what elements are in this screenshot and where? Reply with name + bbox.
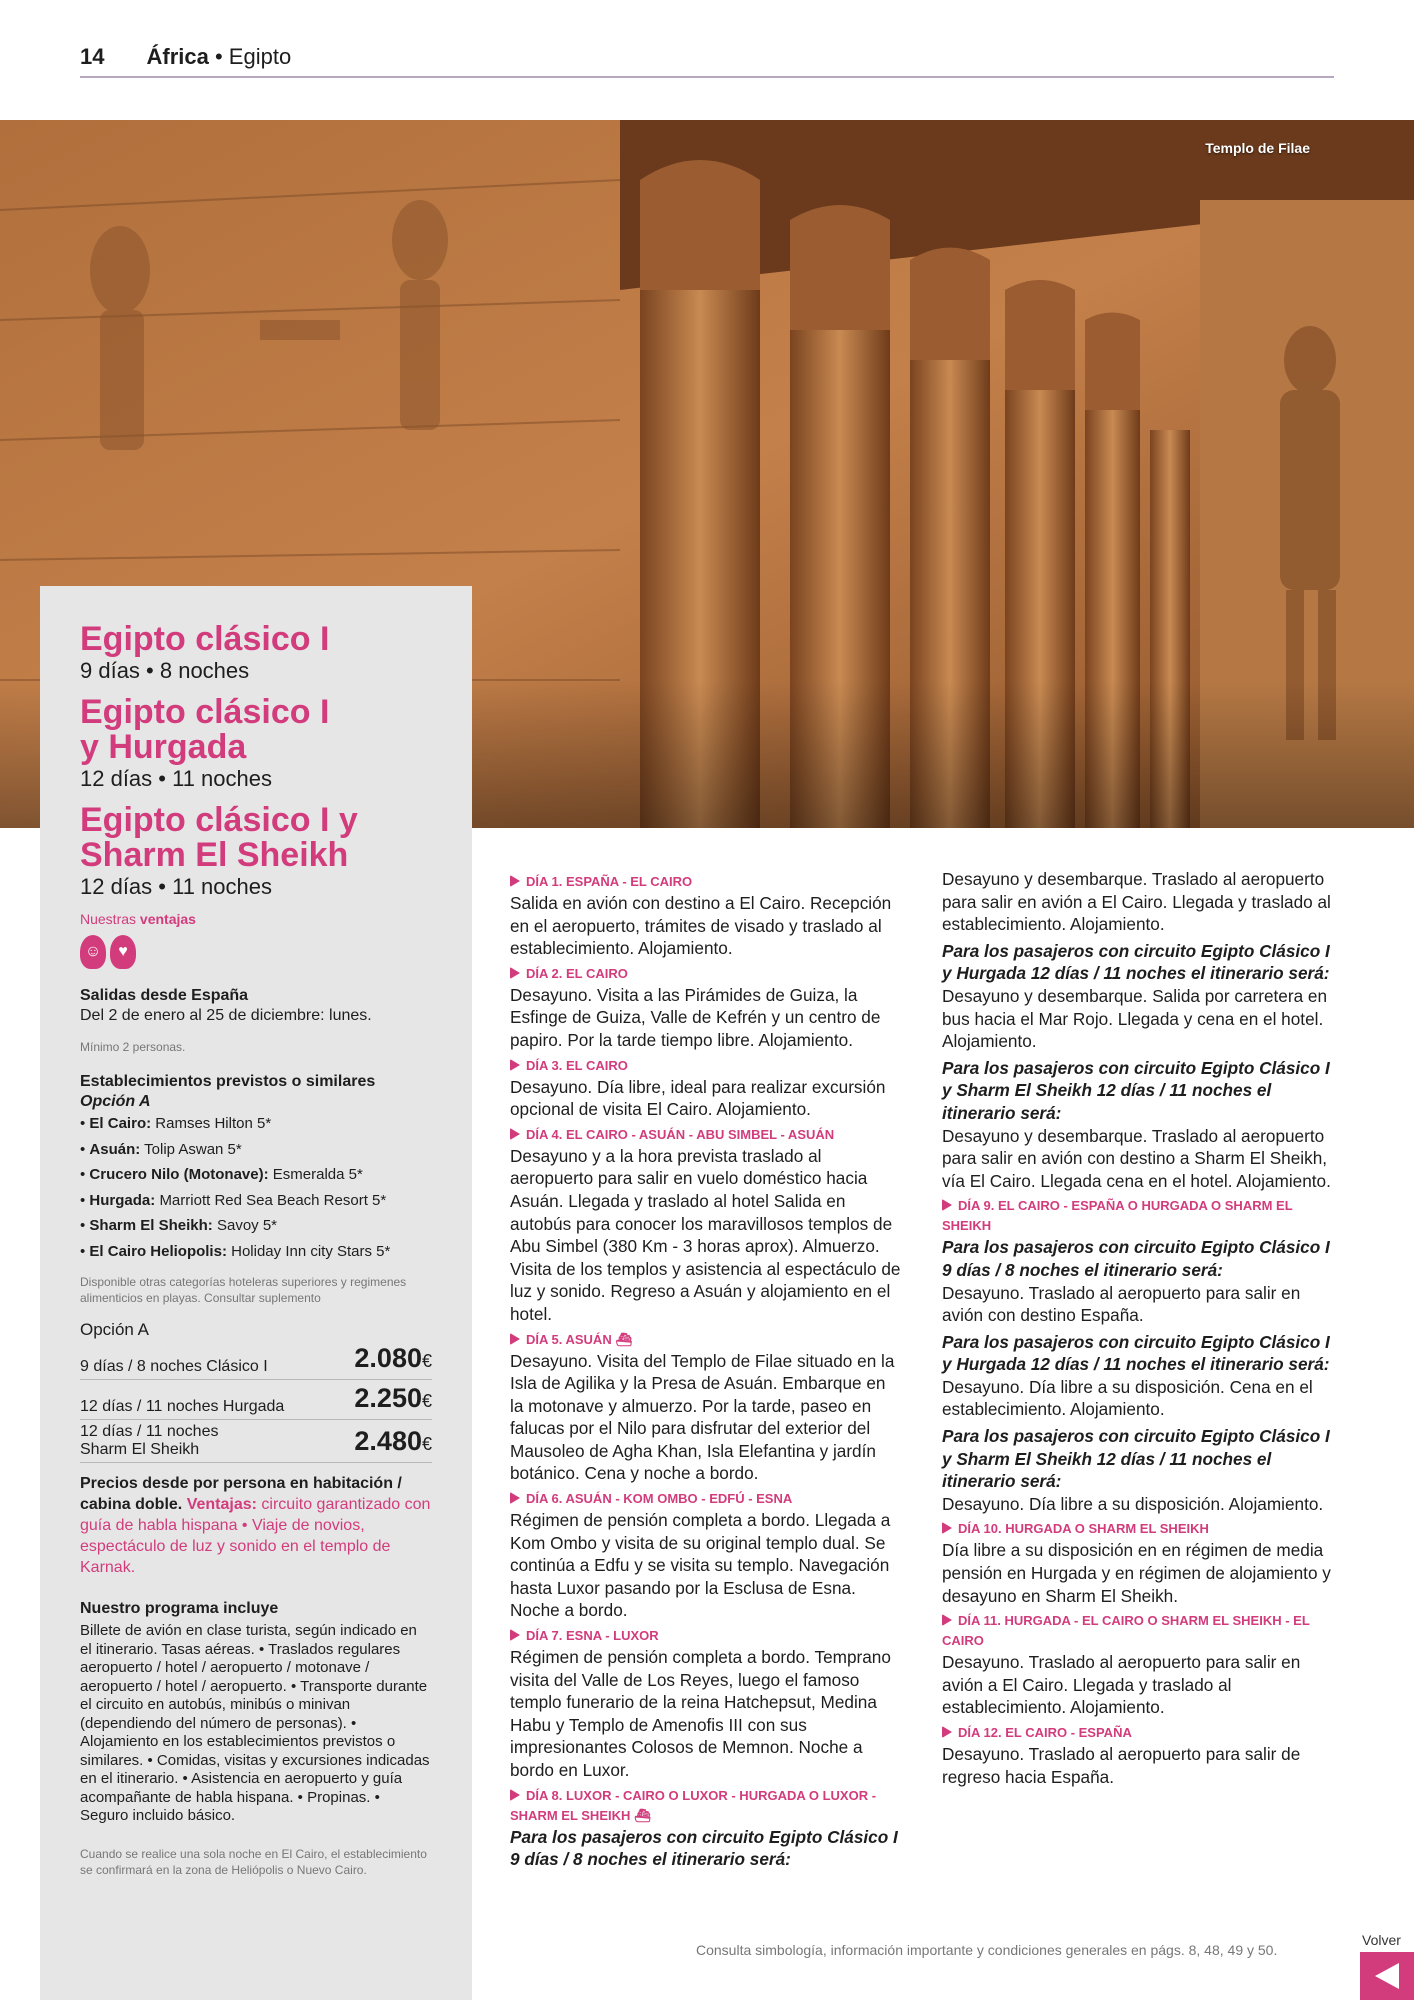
day-title: DÍA 10. HURGADA O SHARM EL SHEIKH	[942, 1519, 1334, 1539]
price-value: 2.250€	[354, 1383, 432, 1413]
day-title: DÍA 11. HURGADA - EL CAIRO O SHARM EL SHEIKH - EL CAIRO	[942, 1613, 1310, 1649]
day-title: DÍA 6. ASUÁN - KOM OMBO - EDFÚ - ESNA	[510, 1489, 902, 1509]
hotel-list	[80, 1111, 432, 1264]
day-marker-icon	[510, 1128, 520, 1140]
day-title: DÍA 5. ASUÁN ⛴	[510, 1330, 902, 1350]
back-label: Volver	[1362, 1932, 1401, 1948]
day-variant-note: Para los pasajeros con circuito Egipto Clásico I 9 días / 8 noches el itinerario será:	[942, 1237, 1330, 1280]
day-marker-icon	[942, 1199, 952, 1211]
day-title: DÍA 8. LUXOR - CAIRO O LUXOR - HURGADA O LUXOR - SHARM EL SHEIKH ⛴	[510, 1787, 877, 1823]
trip-duration: 12 días • 11 noches	[80, 874, 272, 899]
hotels-note: Disponible otras categorías hoteleras superiores y regimenes alimenticios en playas. Consultar suplemento	[80, 1275, 407, 1305]
day-text: Régimen de pensión completa a bordo. Temprano visita del Valle de Los Reyes, luego el famoso templo funerario de la reina Hatchepsut, Medina Habu y Templo de Amenofis III con sus impresionantes Colosos de Memnon. Noche a bordo en Luxor.	[510, 1647, 891, 1780]
price-value: 2.080€	[354, 1343, 432, 1373]
day-text: Desayuno y desembarque. Traslado al aeropuerto para salir en avión con destino a Sharm El Sheikh, vía El Cairo. Llegada cena en el hotel. Alojamiento.	[942, 1125, 1331, 1191]
day-marker-icon	[942, 1522, 952, 1534]
itinerary-column-1	[510, 868, 902, 1871]
day-text: Desayuno y a la hora prevista traslado al aeropuerto para salir en vuelo doméstico hacia Asuán. Llegada y traslado al hotel Salida en autobús para conocer los maravillosos templos de Abu Simbel (380 Km - 3 horas aprox). Almuerzo. Visita de los templos y asistencia al espectáculo de luz y sonido. Regreso a Asuán y alojamiento en el hotel.	[510, 1145, 901, 1324]
price-row: 12 días / 11 noches Hurgada 2.250€	[80, 1380, 432, 1420]
day-title: DÍA 7. ESNA - LUXOR	[510, 1626, 902, 1646]
day-variant-note: Para los pasajeros con circuito Egipto Clásico I y Hurgada 12 días / 11 noches el itinerario será:	[942, 940, 1330, 984]
day-text: Desayuno. Visita a las Pirámides de Guiza, la Esfinge de Guiza, Valle de Kefrén y un centro de papiro. Por la tarde tiempo libre. Alojamiento.	[510, 984, 881, 1050]
day-text: Desayuno y desembarque. Salida por carretera en bus hacia el Mar Rojo. Llegada y cena en el hotel. Alojamiento.	[942, 985, 1328, 1052]
country-title: Egipto	[228, 44, 292, 69]
day-text: Día libre a su disposición en en régimen de media pensión en Hurgada y en régimen de alojamiento y desayuno en Sharm El Sheikh.	[942, 1540, 1331, 1606]
day-text: Desayuno. Visita del Templo de Filae situado en la Isla de Agilika y la Presa de Asuán. Embarque en la motonave y almuerzo. Por la tarde, paseo en falucas por el Nilo para disfrutar del exterior del Mausoleo de Agha Khan, Isla Elefantina y jardín botánico. Cena y noche a bordo.	[510, 1350, 895, 1484]
footer-note: Consulta simbología, información importante y condiciones generales en págs. 8, 48, 49 y 50.	[696, 1942, 1278, 1958]
day-marker-icon	[942, 1726, 952, 1738]
day-text: Desayuno y desembarque. Traslado al aeropuerto para salir en avión a El Cairo. Llegada y traslado al establecimiento. Alojamiento.	[942, 869, 1331, 935]
includes-text: Billete de avión en clase turista, según indicado en el itinerario. Tasas aéreas. • Traslados regulares aeropuerto / hotel / aeropuerto / motonave / aeropuerto / hotel / aeropuerto. • Transporte durante el circuito en autobús, minibús o minivan (dependiendo del número de personas). • Alojamiento en los establecimientos previstos o similares. • Comidas, visitas y excursiones indicadas en el itinerario. • Asistencia en aeropuerto y guía acompañante de habla hispana. • Propinas. • Seguro incluido básico.	[80, 1622, 430, 1824]
day-title: DÍA 4. EL CAIRO - ASUÁN - ABU SIMBEL - ASUÁN	[510, 1125, 902, 1145]
day-marker-icon	[510, 1789, 520, 1801]
day-title: DÍA 2. EL CAIRO	[510, 964, 902, 984]
departures-heading: Salidas desde España	[80, 987, 249, 1004]
price-table	[80, 1340, 432, 1463]
day-marker-icon	[942, 1614, 952, 1626]
price-note: Precios desde por persona en habitación / cabina doble. Ventajas: circuito garantizado con guía de habla hispana • Viaje de novios, espectáculo de luz y sonido en el templo de Karnak.	[80, 1475, 431, 1576]
price-option: Opción A	[80, 1320, 149, 1339]
day-text: Desayuno. Traslado al aeropuerto para salir de regreso hacia España.	[942, 1744, 1301, 1787]
day-text: Desayuno. Día libre a su disposición. Cena en el establecimiento. Alojamiento.	[942, 1376, 1313, 1420]
min-people-note: Mínimo 2 personas.	[80, 1040, 186, 1054]
header-separator: •	[214, 44, 223, 69]
departures-text: Del 2 de enero al 25 de diciembre: lunes.	[80, 1007, 372, 1024]
guide-icon: ☺	[80, 935, 106, 969]
day-title: DÍA 12. EL CAIRO - ESPAÑA	[942, 1723, 1334, 1743]
region-title: África	[146, 44, 209, 69]
hotel-item: • El Cairo: Ramses Hilton 5*	[80, 1115, 272, 1132]
price-value: 2.480€	[354, 1426, 432, 1456]
trip-option	[80, 695, 432, 793]
day-text: Desayuno. Día libre, ideal para realizar excursión opcional de visita El Cairo. Alojamiento.	[510, 1076, 886, 1120]
hotels-heading: Establecimientos previstos o similares	[80, 1073, 376, 1090]
day-marker-icon	[510, 967, 520, 979]
day-variant-note: Para los pasajeros con circuito Egipto Clásico I y Sharm El Sheikh 12 días / 11 noches el itinerario será:	[942, 1057, 1330, 1123]
trip-duration: 9 días • 8 noches	[80, 658, 250, 683]
itinerary-column-2	[942, 868, 1334, 1792]
boat-icon: ⛴	[615, 1331, 632, 1347]
trip-summary-panel	[40, 586, 472, 2000]
day-title: DÍA 3. EL CAIRO	[510, 1056, 902, 1076]
day-variant-note: Para los pasajeros con circuito Egipto Clásico I y Hurgada 12 días / 11 noches el itinerario será:	[942, 1331, 1330, 1375]
day-title: DÍA 1. ESPAÑA - EL CAIRO	[510, 872, 902, 892]
day-text: Régimen de pensión completa a bordo. Llegada a Kom Ombo y visita de su original templo dual. Se continúa a Edfu y se visita su templo. Navegación hasta Luxor pasando por la Esclusa de Esna. Noche a bordo.	[510, 1510, 891, 1621]
boat-icon: ⛴	[634, 1807, 651, 1823]
hotel-item: • Asuán: Tolip Aswan 5*	[80, 1140, 242, 1158]
page-number: 14	[80, 44, 105, 69]
cairo-note: Cuando se realice una sola noche en El Cairo, el establecimiento se confirmará en la zona de Heliópolis o Nuevo Cairo.	[80, 1846, 427, 1877]
day-marker-icon	[510, 875, 520, 887]
trip-duration: 12 días • 11 noches	[80, 766, 272, 791]
trip-option	[80, 803, 432, 901]
advantages-label: Nuestras ventajas	[80, 911, 196, 927]
back-arrow-icon	[1375, 1963, 1399, 1989]
page-header	[80, 44, 1334, 78]
day-marker-icon	[510, 1333, 520, 1345]
hotels-option: Opción A	[80, 1093, 151, 1110]
hotel-item: • Hurgada: Marriott Red Sea Beach Resort 5*	[80, 1191, 387, 1209]
day-variant-note: Para los pasajeros con circuito Egipto Clásico I 9 días / 8 noches el itinerario será:	[510, 1826, 898, 1870]
trip-option	[80, 622, 432, 685]
day-marker-icon	[510, 1492, 520, 1504]
price-row: 12 días / 11 noches Sharm El Sheikh 2.480€	[80, 1420, 432, 1463]
trip-title: Egipto clásico I	[80, 620, 330, 658]
day-text: Desayuno. Día libre a su disposición. Alojamiento.	[942, 1493, 1324, 1514]
includes-heading: Nuestro programa incluye	[80, 1600, 279, 1617]
hotel-item: • Crucero Nilo (Motonave): Esmeralda 5*	[80, 1166, 363, 1183]
hotel-item: • El Cairo Heliopolis: Holiday Inn city Stars 5*	[80, 1242, 391, 1260]
day-text: Desayuno. Traslado al aeropuerto para salir en avión a El Cairo. Llegada y traslado al establecimiento. Alojamiento.	[942, 1652, 1301, 1718]
back-button[interactable]	[1360, 1952, 1414, 2000]
photo-caption: Templo de Filae	[1205, 140, 1310, 156]
hotel-item: • Sharm El Sheikh: Savoy 5*	[80, 1217, 278, 1234]
day-text: Desayuno. Traslado al aeropuerto para salir en avión con destino España.	[942, 1282, 1301, 1326]
price-row: 9 días / 8 noches Clásico I 2.080€	[80, 1340, 432, 1380]
day-title: DÍA 9. EL CAIRO - ESPAÑA O HURGADA O SHARM EL SHEIKH	[942, 1198, 1293, 1234]
day-variant-note: Para los pasajeros con circuito Egipto Clásico I y Sharm El Sheikh 12 días / 11 noches el itinerario será:	[942, 1426, 1330, 1492]
day-marker-icon	[510, 1629, 520, 1641]
honeymoon-icon: ♥	[110, 935, 136, 969]
trip-title: Egipto clásico I y Sharm El Sheikh	[80, 801, 358, 874]
day-text: Salida en avión con destino a El Cairo. Recepción en el aeropuerto, trámites de visado y traslado al establecimiento. Alojamiento.	[510, 893, 892, 959]
trip-title: Egipto clásico I y Hurgada	[80, 693, 330, 766]
advantages-icons	[80, 935, 432, 969]
day-marker-icon	[510, 1059, 520, 1071]
